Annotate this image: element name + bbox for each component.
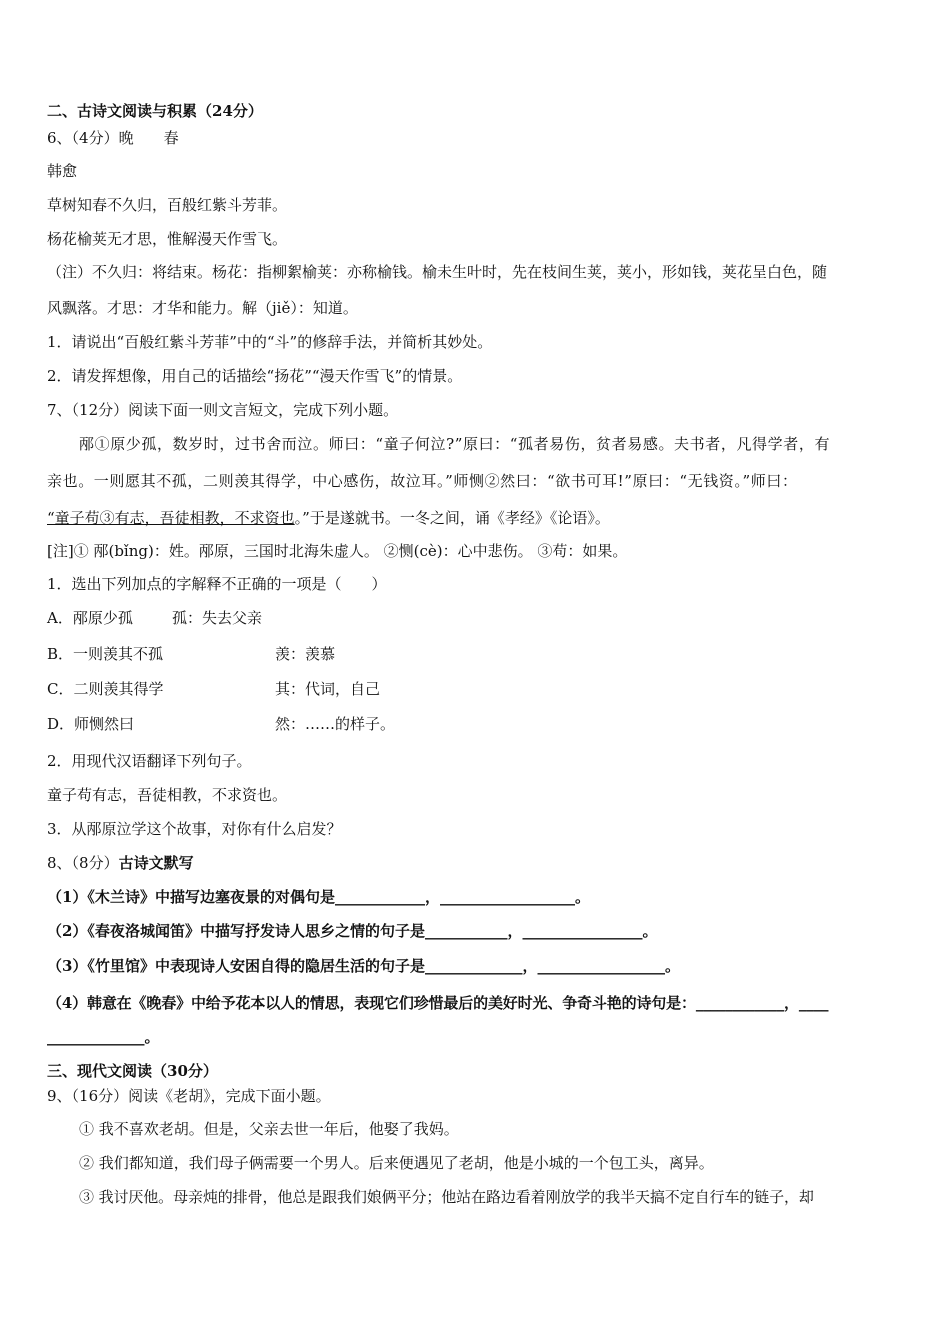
section-3-title: 三、现代文阅读（30分） xyxy=(47,1062,218,1080)
option-d-text: D．师恻然曰 xyxy=(47,715,135,733)
story-paragraph-3: ③ 我讨厌他。母亲炖的排骨，他总是跟我们娘俩平分；他站在路边看着刚放学的我半天搞不定自行车的链子，却 xyxy=(79,1188,814,1206)
q7-sub-question-2: 2．用现代汉语翻译下列句子。 xyxy=(47,752,252,770)
poem-author: 韩愈 xyxy=(47,162,78,180)
option-b xyxy=(47,644,447,664)
option-b-text: B．一则羡其不孤 xyxy=(47,645,164,663)
underlined-sentence: “童子苟③有志，吾徒相教，不求资也 xyxy=(47,509,295,527)
poem-note-line-2: 风飘落。才思：才华和能力。解（jiě）：知道。 xyxy=(47,299,358,317)
passage-note: [注]① 邴(bǐng)：姓。邴原，三国时北海朱虚人。 ②恻(cè)：心中悲伤。 ③苟：如果。 xyxy=(47,542,628,560)
q6-sub-question-2: 2．请发挥想像，用自己的话描绘“扬花”“漫天作雪飞”的情景。 xyxy=(47,367,463,385)
q7-sub-question-3: 3．从邴原泣学这个故事，对你有什么启发？ xyxy=(47,820,342,838)
translation-sentence: 童子苟有志，吾徒相教，不求资也。 xyxy=(47,786,288,804)
q8-item-4-continued: _____________。 xyxy=(47,1028,160,1046)
q8-item-2: （2）《春夜洛城闻笛》中描写抒发诗人思乡之情的句子是___________，________________。 xyxy=(47,922,658,940)
passage-tail: 。”于是遂就书。一冬之间，诵《孝经》《论语》。 xyxy=(294,509,610,527)
poem-line-2: 杨花榆荚无才思，惟解漫天作雪飞。 xyxy=(47,230,288,248)
q6-sub-question-1: 1．请说出“百般红紫斗芳菲”中的“斗”的修辞手法，并简析其妙处。 xyxy=(47,333,493,351)
classical-passage-line-3 xyxy=(47,508,610,528)
q8-item-4: （4）韩意在《晚春》中给予花本以人的情思，表现它们珍惜最后的美好时光、争奇斗艳的诗句是：____________，____ xyxy=(47,994,829,1012)
q8-item-3: （3）《竹里馆》中表现诗人安困自得的隐居生活的句子是_____________，_________________。 xyxy=(47,957,680,975)
q8-title: 古诗文默写 xyxy=(118,854,194,872)
option-a-explanation: 孤：失去父亲 xyxy=(172,609,263,627)
question-9-heading: 9、（16分）阅读《老胡》，完成下面小题。 xyxy=(47,1087,331,1105)
q8-item-1: （1）《木兰诗》中描写边塞夜景的对偶句是____________，__________________。 xyxy=(47,888,590,906)
option-c xyxy=(47,679,447,699)
q8-prefix: 8、（8分） xyxy=(47,854,119,872)
option-d-explanation: 然：……的样子。 xyxy=(275,715,396,733)
question-7-heading: 7、（12分）阅读下面一则文言短文，完成下列小题。 xyxy=(47,401,399,419)
story-paragraph-2: ② 我们都知道，我们母子俩需要一个男人。后来便遇见了老胡，他是小城的一个包工头，离异。 xyxy=(79,1154,714,1172)
poem-note-line-1: （注）不久归：将结束。杨花：指柳絮榆荚：亦称榆钱。榆未生叶时，先在枝间生荚，荚小，形如钱，荚花呈白色，随 xyxy=(47,263,828,281)
option-a xyxy=(47,608,447,628)
question-6-heading: 6、（4分）晚 春 xyxy=(47,129,179,147)
option-b-explanation: 羡：羡慕 xyxy=(275,645,336,663)
question-8-heading xyxy=(47,853,194,873)
story-paragraph-1: ① 我不喜欢老胡。但是，父亲去世一年后，他娶了我妈。 xyxy=(79,1120,459,1138)
option-d xyxy=(47,714,447,734)
classical-passage-line-1: 邴①原少孤，数岁时，过书舍而泣。师曰：“童子何泣?”原曰：“孤者易伤，贫者易感。夫书者，凡得学者，有 xyxy=(79,435,831,453)
poem-line-1: 草树知春不久归，百般红紫斗芳菲。 xyxy=(47,196,288,214)
section-2-title: 二、古诗文阅读与积累（24分） xyxy=(47,102,263,120)
option-a-text: A．邴原少孤 xyxy=(47,609,133,627)
q7-sub-question-1: 1．选出下列加点的字解释不正确的一项是（ ） xyxy=(47,575,387,593)
classical-passage-line-2: 亲也。一则愿其不孤，二则羡其得学，中心感伤，故泣耳。”师恻②然曰：“欲书可耳!”原曰：“无钱资。”师曰： xyxy=(47,472,798,490)
option-c-text: C．二则羡其得学 xyxy=(47,680,164,698)
option-c-explanation: 其：代词，自己 xyxy=(275,680,381,698)
